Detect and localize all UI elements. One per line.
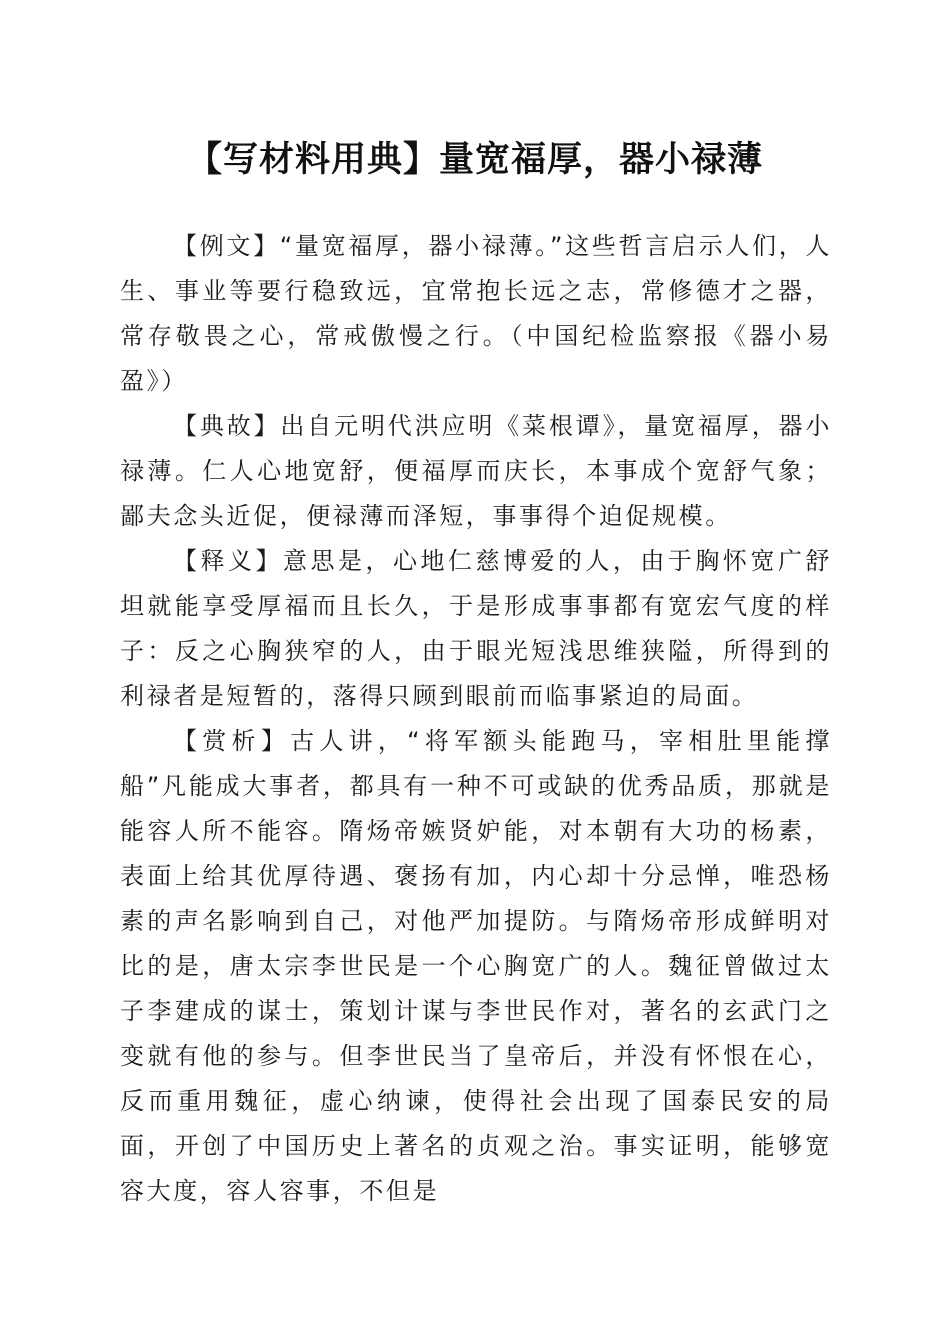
- document-body: [120, 224, 832, 1214]
- paragraph-appreciation: 【赏析】古人讲，“将军额头能跑马，宰相肚里能撑船”凡能成大事者，都具有一种不可或缺的优秀品质，那就是能容人所不能容。隋炀帝嫉贤妒能，对本朝有大功的杨素，表面上给其优厚待遇、褒扬有加，内心却十分忌惮，唯恐杨素的声名影响到自己，对他严加提防。与隋炀帝形成鲜明对比的是，唐太宗李世民是一个心胸宽广的人。魏征曾做过太子李建成的谋士，策划计谋与李世民作对，著名的玄武门之变就有他的参与。但李世民当了皇帝后，并没有怀恨在心，反而重用魏征，虚心纳谏，使得社会出现了国泰民安的局面，开创了中国历史上著名的贞观之治。事实证明，能够宽容大度，容人容事，不但是: [120, 727, 832, 1205]
- paragraph-allusion: 【典故】出自元明代洪应明《菜根谭》，量宽福厚，器小禄薄。仁人心地宽舒，便福厚而庆长，本事成个宽舒气象；鄙夫念头近促，便禄薄而泽短，事事得个迫促规模。: [120, 412, 832, 530]
- paragraph-meaning: 【释义】意思是，心地仁慈博爱的人，由于胸怀宽广舒坦就能享受厚福而且长久，于是形成事事都有宽宏气度的样子：反之心胸狭窄的人，由于眼光短浅思维狭隘，所得到的利禄者是短暂的，落得只顾到眼前而临事紧迫的局面。: [120, 547, 832, 710]
- document-title: 【写材料用典】量宽福厚，器小禄薄: [186, 139, 763, 180]
- paragraph-example: 【例文】“量宽福厚，器小禄薄。”这些哲言启示人们，人生、事业等要行稳致远，宜常抱长远之志，常修德才之器，常存敬畏之心，常戒傲慢之行。（中国纪检监察报《器小易盈》）: [120, 232, 832, 395]
